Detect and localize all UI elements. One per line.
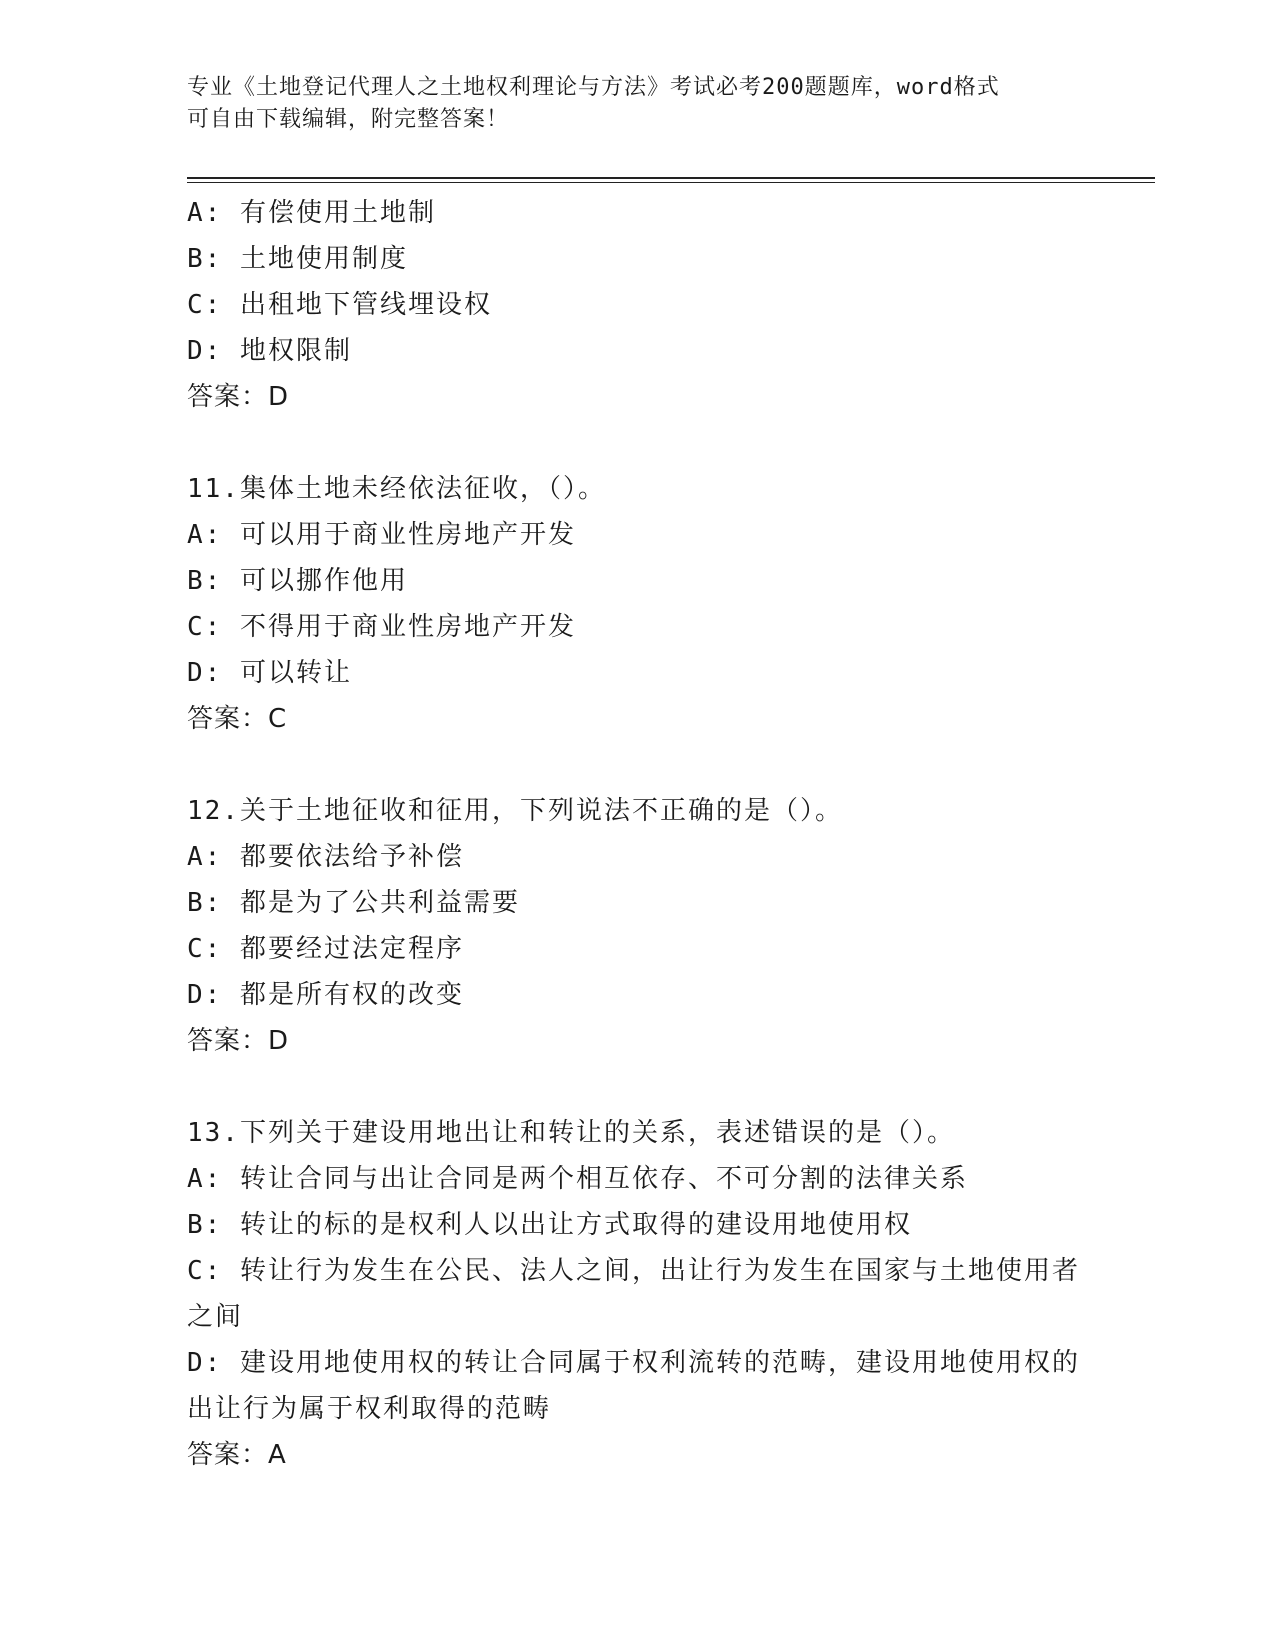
option-b: B: 土地使用制度 [187,244,408,274]
question-text: 13.下列关于建设用地出让和转让的关系，表述错误的是（）。 [187,1118,955,1148]
option-b: B: 可以挪作他用 [187,566,408,596]
header-divider [187,177,1155,183]
option-d: D: 可以转让 [187,658,352,688]
question-12 [187,788,1087,1064]
option-d: D: 建设用地使用权的转让合同属于权利流转的范畴，建设用地使用权的出让行为属于权利取得的范畴 [187,1348,1080,1424]
option-b: B: 转让的标的是权利人以出让方式取得的建设用地使用权 [187,1210,912,1240]
question-text: 12.关于土地征收和征用，下列说法不正确的是（）。 [187,796,843,826]
question-10 [187,190,1087,420]
option-c: C: 不得用于商业性房地产开发 [187,612,576,642]
spacer [187,742,1087,788]
option-b: B: 都是为了公共利益需要 [187,888,520,918]
option-c: C: 出租地下管线埋设权 [187,290,492,320]
option-a: A: 转让合同与出让合同是两个相互依存、不可分割的法律关系 [187,1164,968,1194]
option-d: D: 地权限制 [187,336,352,366]
answer: 答案：D [187,1026,290,1056]
spacer [187,1064,1087,1110]
answer: 答案：C [187,704,288,734]
document-header [187,72,1067,136]
option-a: A: 可以用于商业性房地产开发 [187,520,576,550]
option-c: C: 都要经过法定程序 [187,934,464,964]
question-13 [187,1110,1087,1478]
question-list [187,190,1087,1478]
question-11 [187,466,1087,742]
spacer [187,420,1087,466]
answer: 答案：A [187,1440,287,1470]
option-a: A: 都要依法给予补偿 [187,842,464,872]
question-text: 11.集体土地未经依法征收，（）。 [187,474,606,504]
option-a: A: 有偿使用土地制 [187,198,436,228]
option-c: C: 转让行为发生在公民、法人之间，出让行为发生在国家与土地使用者之间 [187,1256,1080,1332]
header-title-line-1: 专业《土地登记代理人之土地权利理论与方法》考试必考200题题库，word格式 [187,75,1000,100]
option-d: D: 都是所有权的改变 [187,980,464,1010]
answer: 答案：D [187,382,290,412]
header-title-line-2: 可自由下载编辑，附完整答案！ [187,107,510,132]
